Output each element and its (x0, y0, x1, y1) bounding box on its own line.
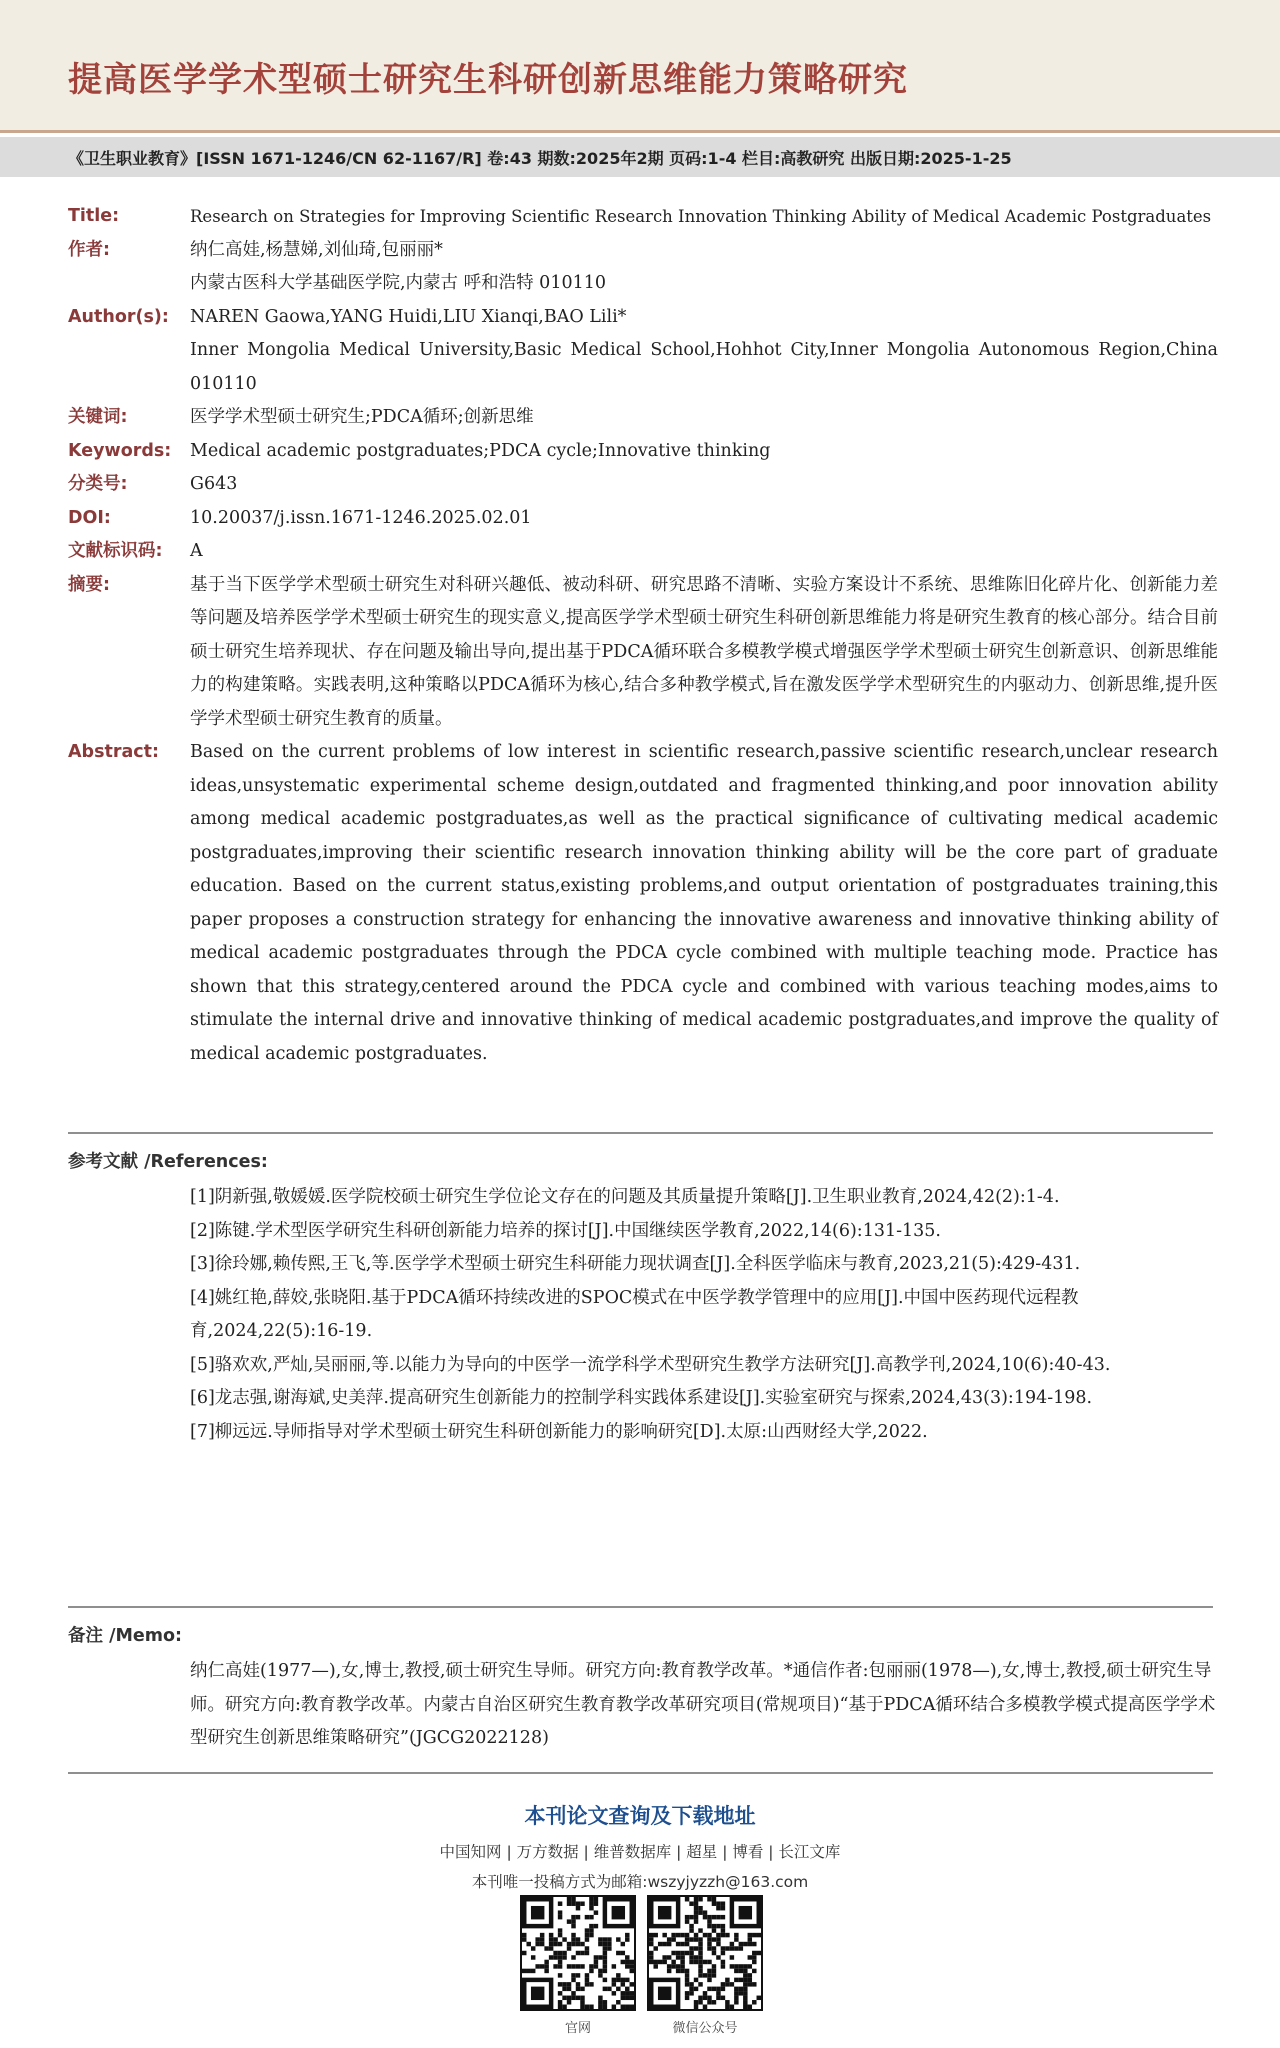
download-title: 本刊论文查询及下载地址 (524, 1804, 756, 1828)
info-row-authors-en (68, 301, 1218, 402)
reference-item: [7]柳远远.导师指导对学术型硕士研究生科研创新能力的影响研究[D].太原:山西财经大学,2022. (190, 1421, 928, 1442)
info-row-doc-code (68, 535, 1218, 569)
keywords-en: Medical academic postgraduates;PDCA cycle;Innovative thinking (190, 440, 771, 461)
info-label: 分类号: (68, 474, 128, 494)
qr-code-icon (520, 1895, 636, 2011)
divider-references (68, 1132, 1213, 1134)
qr-code-icon (647, 1895, 763, 2011)
qr-wechat (645, 1895, 765, 2036)
journal-meta: 《卫生职业教育》[ISSN 1671-1246/CN 62-1167/R] 卷:43 期数:2025年2期 页码:1-4 栏目:高教研究 出版日期:2025-1-25 (68, 149, 1012, 168)
title-en: Research on Strategies for Improving Scientific Research Innovation Thinking Ability of Medical Academic Postgraduates (190, 207, 1212, 226)
references-section (68, 1148, 1218, 1449)
info-row-abstract-en (68, 736, 1218, 1071)
reference-item: [4]姚红艳,薛姣,张晓阳.基于PDCA循环持续改进的SPOC模式在中医学教学管理中的应用[J].中国中医药现代远程教育,2024,22(5):16-19. (190, 1287, 1079, 1341)
info-row-authors-cn (68, 234, 1218, 301)
document-code: A (190, 541, 203, 561)
memo-text: 纳仁高娃(1977—),女,博士,教授,硕士研究生导师。研究方向:教育教学改革。*通信作者:包丽丽(1978—),女,博士,教授,硕士研究生导师。研究方向:教育教学改革。内蒙古自治区研究生教育教学改革研究项目(常规项目)“基于PDCA循环结合多模教学模式提高医学学术型研究生创新思维策略研究”(JGCG2022128) (190, 1661, 1216, 1748)
info-label: 作者: (68, 239, 110, 260)
info-label: 摘要: (68, 574, 110, 595)
divider-memo (68, 1606, 1213, 1608)
references-heading: 参考文献 /References: (68, 1152, 268, 1172)
info-label: Abstract: (68, 742, 160, 762)
info-label: Keywords: (68, 440, 172, 461)
keywords-cn: 医学学术型硕士研究生;PDCA循环;创新思维 (190, 407, 534, 427)
reference-item: [3]徐玲娜,赖传熙,王飞,等.医学学术型硕士研究生科研能力现状调查[J].全科医学临床与教育,2023,21(5):429-431. (190, 1254, 1081, 1274)
journal-meta-bar (0, 137, 1280, 177)
reference-list (190, 1181, 1218, 1449)
reference-item: [5]骆欢欢,严灿,吴丽丽,等.以能力为导向的中医学一流学科学术型研究生教学方法研究[J].高教学刊,2024,10(6):40-43. (190, 1354, 1111, 1375)
reference-item: [6]龙志强,谢海斌,史美萍.提高研究生创新能力的控制学科实践体系建设[J].实验室研究与探索,2024,43(3):194-198. (190, 1388, 1093, 1408)
database-list: 中国知网 | 万方数据 | 维普数据库 | 超星 | 博看 | 长江文库 (439, 1843, 841, 1861)
article-info (68, 200, 1218, 1071)
info-label: DOI: (68, 507, 111, 528)
download-info (0, 1800, 1280, 1892)
info-label: Title: (68, 206, 120, 226)
submission-email: 本刊唯一投稿方式为邮箱:wszyjyzzh@163.com (471, 1873, 809, 1891)
reference-item: [1]阴新强,敬媛媛.医学院校硕士研究生学位论文存在的问题及其质量提升策略[J].卫生职业教育,2024,42(2):1-4. (190, 1187, 1060, 1207)
authors-en: NAREN Gaowa,YANG Huidi,LIU Xianqi,BAO Lili* (190, 306, 627, 327)
title-banner (0, 0, 1280, 133)
info-row-classification (68, 468, 1218, 502)
affiliation-cn: 内蒙古医科大学基础医学院,内蒙古 呼和浩特 010110 (190, 273, 606, 293)
classification-number: G643 (190, 474, 238, 494)
divider-footer (68, 1772, 1213, 1774)
qr-caption: 微信公众号 (672, 2021, 738, 2036)
qr-caption: 官网 (564, 2021, 591, 2036)
doi: 10.20037/j.issn.1671-1246.2025.02.01 (190, 507, 532, 528)
reference-item: [2]陈键.学术型医学研究生科研创新能力培养的探讨[J].中国继续医学教育,2022,14(6):131-135. (190, 1220, 941, 1241)
info-label: Author(s): (68, 306, 169, 327)
qr-website (518, 1895, 638, 2036)
article-title: 提高医学学术型硕士研究生科研创新思维能力策略研究 (68, 60, 908, 100)
info-row-abstract-cn (68, 569, 1218, 737)
info-row-keywords-en (68, 435, 1218, 469)
info-row-title (68, 200, 1218, 234)
authors-cn: 纳仁高娃,杨慧娣,刘仙琦,包丽丽* (190, 239, 443, 260)
memo-heading: 备注 /Memo: (68, 1626, 183, 1646)
affiliation-en: Inner Mongolia Medical University,Basic Medical School,Hohhot City,Inner Mongolia Autonomous Region,China 010110 (190, 340, 1218, 394)
info-row-keywords-cn (68, 401, 1218, 435)
info-label: 关键词: (68, 407, 128, 427)
abstract-cn: 基于当下医学学术型硕士研究生对科研兴趣低、被动科研、研究思路不清晰、实验方案设计不系统、思维陈旧化碎片化、创新能力差等问题及培养医学学术型硕士研究生的现实意义,提高医学学术型硕士研究生科研创新思维能力将是研究生教育的核心部分。结合目前硕士研究生培养现状、存在问题及输出导向,提出基于PDCA循环联合多模教学模式增强医学学术型硕士研究生创新意识、创新思维能力的构建策略。实践表明,这种策略以PDCA循环为核心,结合多种教学模式,旨在激发医学学术型研究生的内驱动力、创新思维,提升医学学术型硕士研究生教育的质量。 (190, 574, 1218, 729)
info-label: 文献标识码: (68, 541, 163, 561)
abstract-en: Based on the current problems of low interest in scientific research,passive scientific research,unclear research ideas,unsystematic experimental scheme design,outdated and fragmented thinking,and poor innovation ability among medical academic postgraduates,as well as the practical significance of cultivating medical academic postgraduates,improving their scientific research innovation thinking ability will be the core part of graduate education. Based on the current status,existing problems,and output orientation of postgraduates training,this paper proposes a construction strategy for enhancing the innovative awareness and innovative thinking ability of medical academic postgraduates through the PDCA cycle combined with multiple teaching mode. Practice has shown that this strategy,centered around the PDCA cycle and combined with various teaching modes,aims to stimulate the internal drive and innovative thinking of medical academic postgraduates,and improve the quality of medical academic postgraduates. (190, 742, 1218, 1064)
memo-section (68, 1622, 1218, 1756)
info-row-doi (68, 502, 1218, 536)
